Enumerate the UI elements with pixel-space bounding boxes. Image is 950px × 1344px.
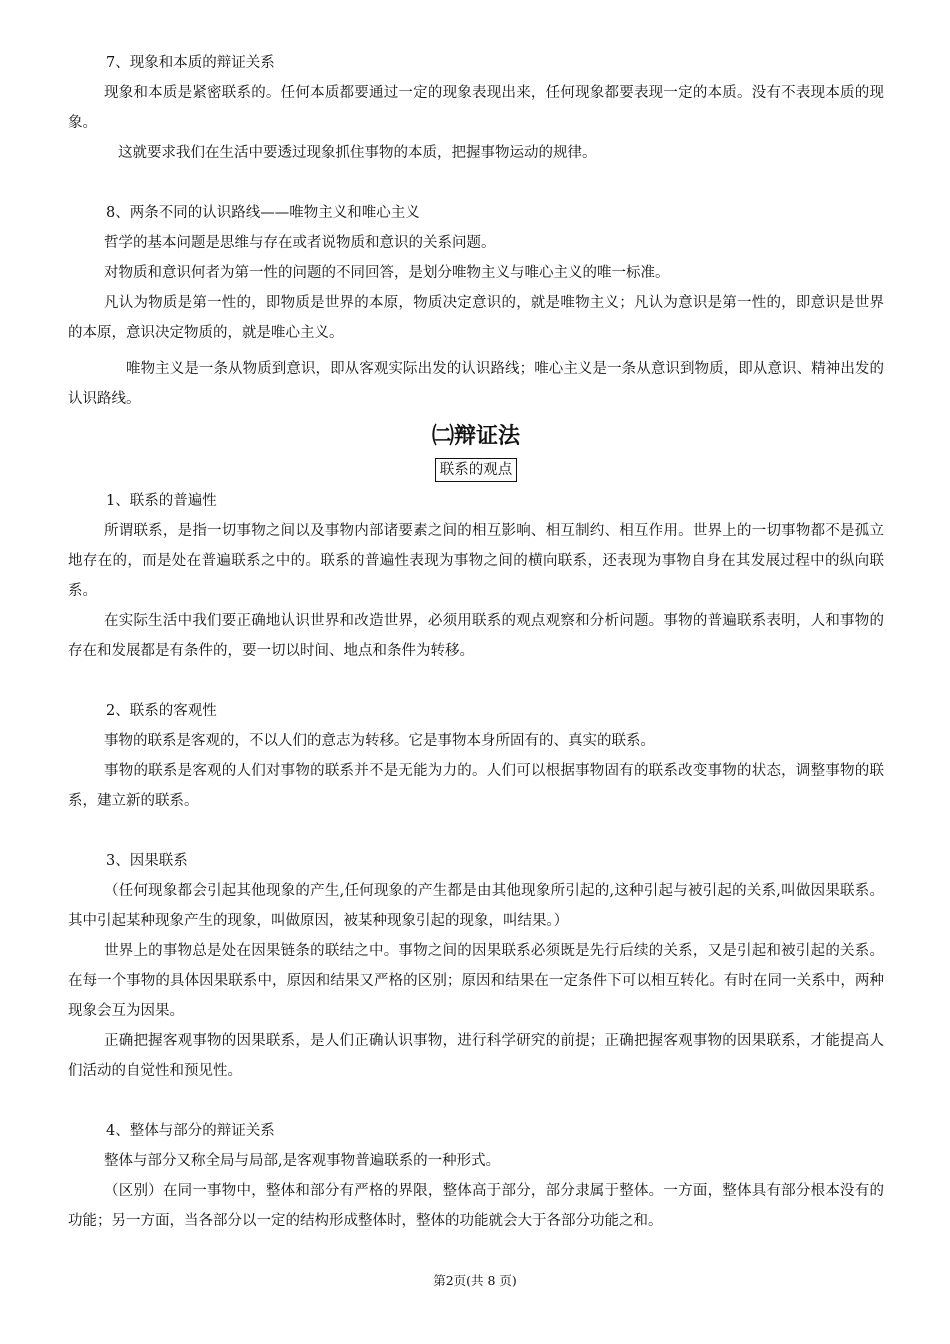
paragraph: 对物质和意识何者为第一性的问题的不同回答，是划分唯物主义与唯心主义的唯一标准。 xyxy=(104,265,670,281)
spacer xyxy=(68,666,884,696)
subsection-3 xyxy=(68,846,884,1086)
subsection-1 xyxy=(68,486,884,666)
spacer xyxy=(68,816,884,846)
paragraph: 凡认为物质是第一性的，即物质是世界的本原，物质决定意识的，就是唯物主义；凡认为意识是第一性的，即意识是世界的本原，意识决定物质的，就是唯心主义。 xyxy=(68,295,884,341)
subsection-2 xyxy=(68,696,884,816)
paragraph: （任何现象都会引起其他现象的产生,任何现象的产生都是由其他现象所引起的,这种引起与被引起的关系,叫做因果联系。其中引起某种现象产生的现象，叫做原因，被某种现象引起的现象，叫结果。） xyxy=(68,883,884,929)
boxed-subtitle-wrap xyxy=(68,458,884,482)
spacer xyxy=(68,1086,884,1116)
section-heading: 4、整体与部分的辩证关系 xyxy=(106,1123,275,1139)
paragraph: 事物的联系是客观的人们对事物的联系并不是无能为力的。人们可以根据事物固有的联系改变事物的状态，调整事物的联系，建立新的联系。 xyxy=(68,763,884,809)
section-heading: 2、联系的客观性 xyxy=(106,703,217,719)
paragraph: （区别）在同一事物中，整体和部分有严格的界限，整体高于部分，部分隶属于整体。一方面，整体具有部分根本没有的功能；另一方面，当各部分以一定的结构形成整体时，整体的功能就会大于各部分功能之和。 xyxy=(68,1183,884,1229)
paragraph: 正确把握客观事物的因果联系，是人们正确认识事物，进行科学研究的前提；正确把握客观事物的因果联系，才能提高人们活动的自觉性和预见性。 xyxy=(68,1033,884,1079)
section-7 xyxy=(68,48,884,168)
subsection-4 xyxy=(68,1116,884,1236)
paragraph: 整体与部分又称全局与局部,是客观事物普遍联系的一种形式。 xyxy=(104,1153,501,1169)
spacer xyxy=(68,168,884,198)
paragraph: 哲学的基本问题是思维与存在或者说物质和意识的关系问题。 xyxy=(104,235,496,251)
section-heading: 7、现象和本质的辩证关系 xyxy=(106,55,275,71)
section-heading: 1、联系的普遍性 xyxy=(106,493,217,509)
paragraph: 世界上的事物总是处在因果链条的联结之中。事物之间的因果联系必须既是先行后续的关系，又是引起和被引起的关系。在每一个事物的具体因果联系中，原因和结果又严格的区别；原因和结果在一定条件下可以相互转化。有时在同一关系中，两种现象会互为因果。 xyxy=(68,943,884,1019)
paragraph: 事物的联系是客观的，不以人们的意志为转移。它是事物本身所固有的、真实的联系。 xyxy=(104,733,655,749)
part-title: ㈡辩证法 xyxy=(431,424,520,449)
document-body xyxy=(68,48,884,1236)
page-footer: 第2页(共 8 页) xyxy=(433,1273,517,1288)
paragraph: 在实际生活中我们要正确地认识世界和改造世界，必须用联系的观点观察和分析问题。事物的普遍联系表明，人和事物的存在和发展都是有条件的，要一切以时间、地点和条件为转移。 xyxy=(68,613,884,659)
paragraph: 现象和本质是紧密联系的。任何本质都要通过一定的现象表现出来，任何现象都要表现一定的本质。没有不表现本质的现象。 xyxy=(68,85,884,131)
paragraph: 唯物主义是一条从物质到意识，即从客观实际出发的认识路线；唯心主义是一条从意识到物质，即从意识、精神出发的认识路线。 xyxy=(68,361,884,407)
boxed-subtitle: 联系的观点 xyxy=(435,458,518,482)
section-heading: 3、因果联系 xyxy=(106,853,188,869)
paragraph: 所谓联系，是指一切事物之间以及事物内部诸要素之间的相互影响、相互制约、相互作用。世界上的一切事物都不是孤立地存在的，而是处在普遍联系之中的。联系的普遍性表现为事物之间的横向联系，还表现为事物自身在其发展过程中的纵向联系。 xyxy=(68,523,884,599)
section-8 xyxy=(68,198,884,414)
section-heading: 8、两条不同的认识路线——唯物主义和唯心主义 xyxy=(106,205,420,221)
paragraph: 这就要求我们在生活中要透过现象抓住事物的本质，把握事物运动的规律。 xyxy=(118,145,597,161)
